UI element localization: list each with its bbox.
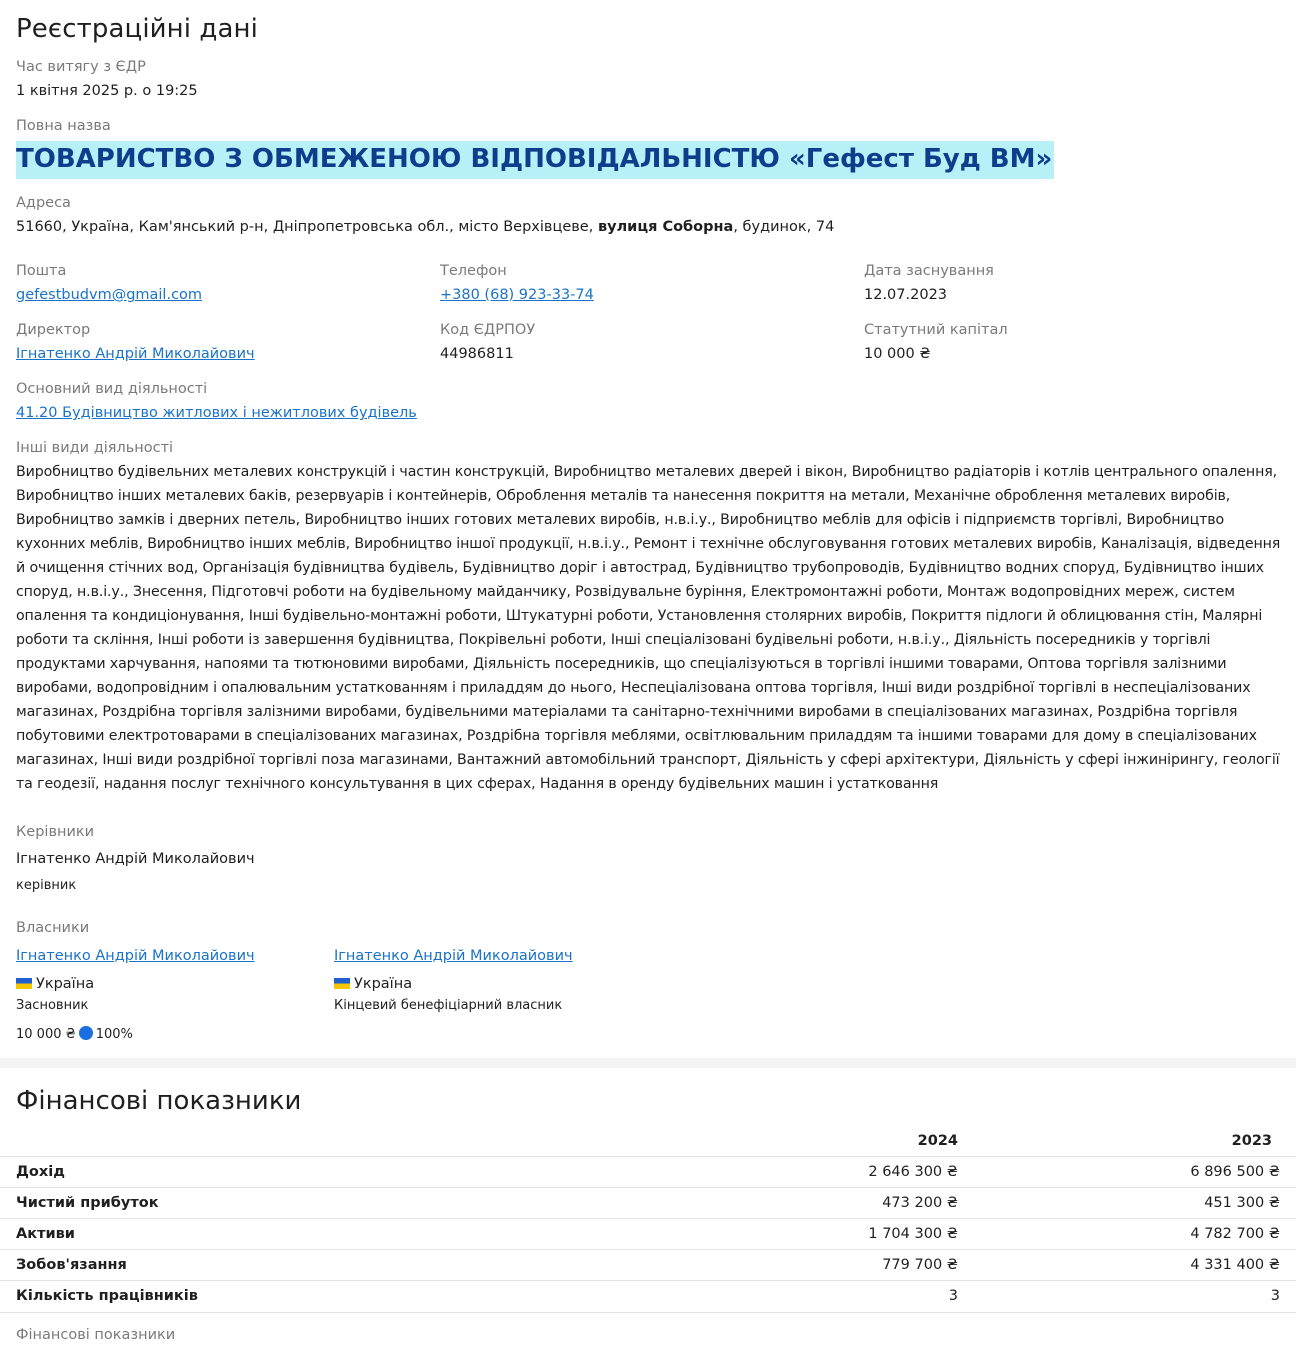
main-activity-link[interactable]: 41.20 Будівництво житлових і нежитлових будівель: [16, 405, 417, 421]
address-value: [16, 219, 834, 235]
owner-1-link[interactable]: Ігнатенко Андрій Миколайович: [16, 948, 255, 964]
registration-title: Реєстраційні дані: [16, 14, 258, 44]
email-link[interactable]: gefestbudvm@gmail.com: [16, 287, 203, 303]
finance-row-2024: 2 646 300 ₴: [868, 1164, 958, 1180]
edrpou-value: 44986811: [440, 346, 514, 362]
owner-1-amount: 10 000 ₴: [16, 1027, 76, 1042]
ukraine-flag-icon: [16, 978, 32, 989]
main-activity-label: Основний вид діяльності: [16, 381, 208, 397]
ukraine-flag-icon: [334, 978, 350, 989]
finance-row-name: Чистий прибуток: [16, 1195, 159, 1211]
owner-1-country-name: Україна: [36, 976, 95, 992]
edrpou-label: Код ЄДРПОУ: [440, 322, 536, 338]
owner-2-country-name: Україна: [354, 976, 413, 992]
finance-row: [0, 1218, 1296, 1250]
owner-1-share-percent: 100%: [95, 1027, 133, 1042]
director-label: Директор: [16, 322, 91, 338]
finance-row-2024: 3: [948, 1288, 958, 1304]
other-activities-label: Інші види діяльності: [16, 440, 174, 456]
finance-row-2023: 3: [1270, 1288, 1280, 1304]
finance-row: [0, 1156, 1296, 1188]
founded-value: 12.07.2023: [864, 287, 948, 303]
phone-label: Телефон: [440, 263, 507, 279]
finance-row-2023: 451 300 ₴: [1204, 1195, 1280, 1211]
finance-card: [0, 1068, 1296, 1358]
address-label: Адреса: [16, 195, 71, 211]
email-label: Пошта: [16, 263, 67, 279]
founded-label: Дата заснування: [864, 263, 994, 279]
address-part2: , будинок, 74: [733, 219, 835, 235]
year-2023-header: 2023: [1231, 1133, 1272, 1149]
finance-row-2023: 6 896 500 ₴: [1190, 1164, 1280, 1180]
owner-1-share: [16, 1026, 133, 1042]
finance-row-2023: 4 331 400 ₴: [1190, 1257, 1280, 1273]
finance-title: Фінансові показники: [16, 1086, 302, 1116]
finance-row-2024: 779 700 ₴: [882, 1257, 958, 1273]
year-2024-header: 2024: [917, 1133, 958, 1149]
finance-row-name: Дохід: [16, 1164, 65, 1180]
address-part1: 51660, Україна, Кам'янський р-н, Дніпропетровська обл., місто Верхівцеве,: [16, 219, 598, 235]
finance-row: [0, 1249, 1296, 1281]
owner-1-role: Засновник: [16, 998, 89, 1013]
finance-row: [0, 1187, 1296, 1219]
extract-time-value: 1 квітня 2025 р. о 19:25: [16, 83, 198, 99]
manager-name: Ігнатенко Андрій Миколайович: [16, 851, 255, 867]
finance-row-2023: 4 782 700 ₴: [1190, 1226, 1280, 1242]
finance-row-name: Кількість працівників: [16, 1288, 198, 1304]
finance-footer-label: Фінансові показники: [16, 1327, 176, 1343]
address-street: вулиця Соборна: [597, 219, 734, 235]
share-pie-icon: [79, 1026, 93, 1040]
finance-row-name: Активи: [16, 1226, 75, 1242]
owners-label: Власники: [16, 920, 90, 936]
owner-2-country: [334, 976, 412, 992]
capital-value: 10 000 ₴: [864, 346, 931, 362]
owner-2-link[interactable]: Ігнатенко Андрій Миколайович: [334, 948, 573, 964]
finance-row-2024: 1 704 300 ₴: [868, 1226, 958, 1242]
finance-row: [0, 1280, 1296, 1313]
finance-row-2024: 473 200 ₴: [882, 1195, 958, 1211]
managers-label: Керівники: [16, 824, 95, 840]
full-name-value: ТОВАРИСТВО З ОБМЕЖЕНОЮ ВІДПОВІДАЛЬНІСТЮ «Гефест Буд ВМ»: [16, 141, 1054, 179]
capital-label: Статутний капітал: [864, 322, 1008, 338]
owner-1-country: [16, 976, 94, 992]
extract-time-label: Час витягу з ЄДР: [16, 59, 146, 75]
phone-link[interactable]: +380 (68) 923-33-74: [440, 287, 594, 303]
finance-row-name: Зобов'язання: [16, 1257, 127, 1273]
full-name-label: Повна назва: [16, 118, 111, 134]
owner-2-role: Кінцевий бенефіціарний власник: [334, 998, 563, 1013]
director-link[interactable]: Ігнатенко Андрій Миколайович: [16, 346, 255, 362]
manager-role: керівник: [16, 878, 77, 893]
other-activities-value: Виробництво будівельних металевих конструкцій і частин конструкцій, Виробництво металевих дверей і вікон, Виробництво радіаторів і котлів центрального опалення, Виробництво інших металевих баків, резервуарів і контейнерів, Оброблення металів та нанесення покриття на метали, Механічне оброблення металевих виробів, Виробництво замків і дверних петель, Виробництво інших готових металевих виробів, н.в.і.у., Виробництво меблів для офісів і підприємств торгівлі, Виробництво кухонних меблів, Виробництво інших меблів, Виробництво іншої продукції, н.в.і.у., Ремонт і технічне обслуговування готових металевих виробів, Каналізація, відведення й очищення стічних вод, Організація будівництва будівель, Будівництво доріг і автострад, Будівництво трубопроводів, Будівництво водних споруд, Будівництво інших споруд, н.в.і.у., Знесення, Підготовчі роботи на будівельному майданчику, Розвідувальне буріння, Електромонтажні роботи, Монтаж водопровідних мереж, систем опалення та кондиціонування, Інші будівельно-монтажні роботи, Штукатурні роботи, Установлення столярних виробів, Покриття підлоги й облицювання стін, Малярні роботи та скління, Інші роботи із завершення будівництва, Покрівельні роботи, Інші спеціалізовані будівельні роботи, н.в.і.у., Діяльність посередників у торгівлі продуктами харчування, напоями та тютюновими виробами, Діяльність посередників, що спеціалізуються в торгівлі іншими товарами, Оптова торгівля залізними виробами, водопровідним і опалювальним устаткованням і приладдям до нього, Неспеціалізована оптова торгівля, Інші види роздрібної торгівлі в неспеціалізованих магазинах, Роздрібна торгівля залізними виробами, будівельними матеріалами та санітарно-технічними виробами в спеціалізованих магазинах, Роздрібна торгівля побутовими електротоварами в спеціалізованих магазинах, Роздрібна торгівля меблями, освітлювальним приладдям та іншими товарами для дому в спеціалізованих магазинах, Інші види роздрібної торгівлі поза магазинами, Вантажний автомобільний транспорт, Діяльність у сфері архітектури, Діяльність у сфері інжинірингу, геології та геодезії, надання послуг технічного консультування в цих сферах, Надання в оренду будівельних машин і устатковання: [16, 464, 1281, 792]
